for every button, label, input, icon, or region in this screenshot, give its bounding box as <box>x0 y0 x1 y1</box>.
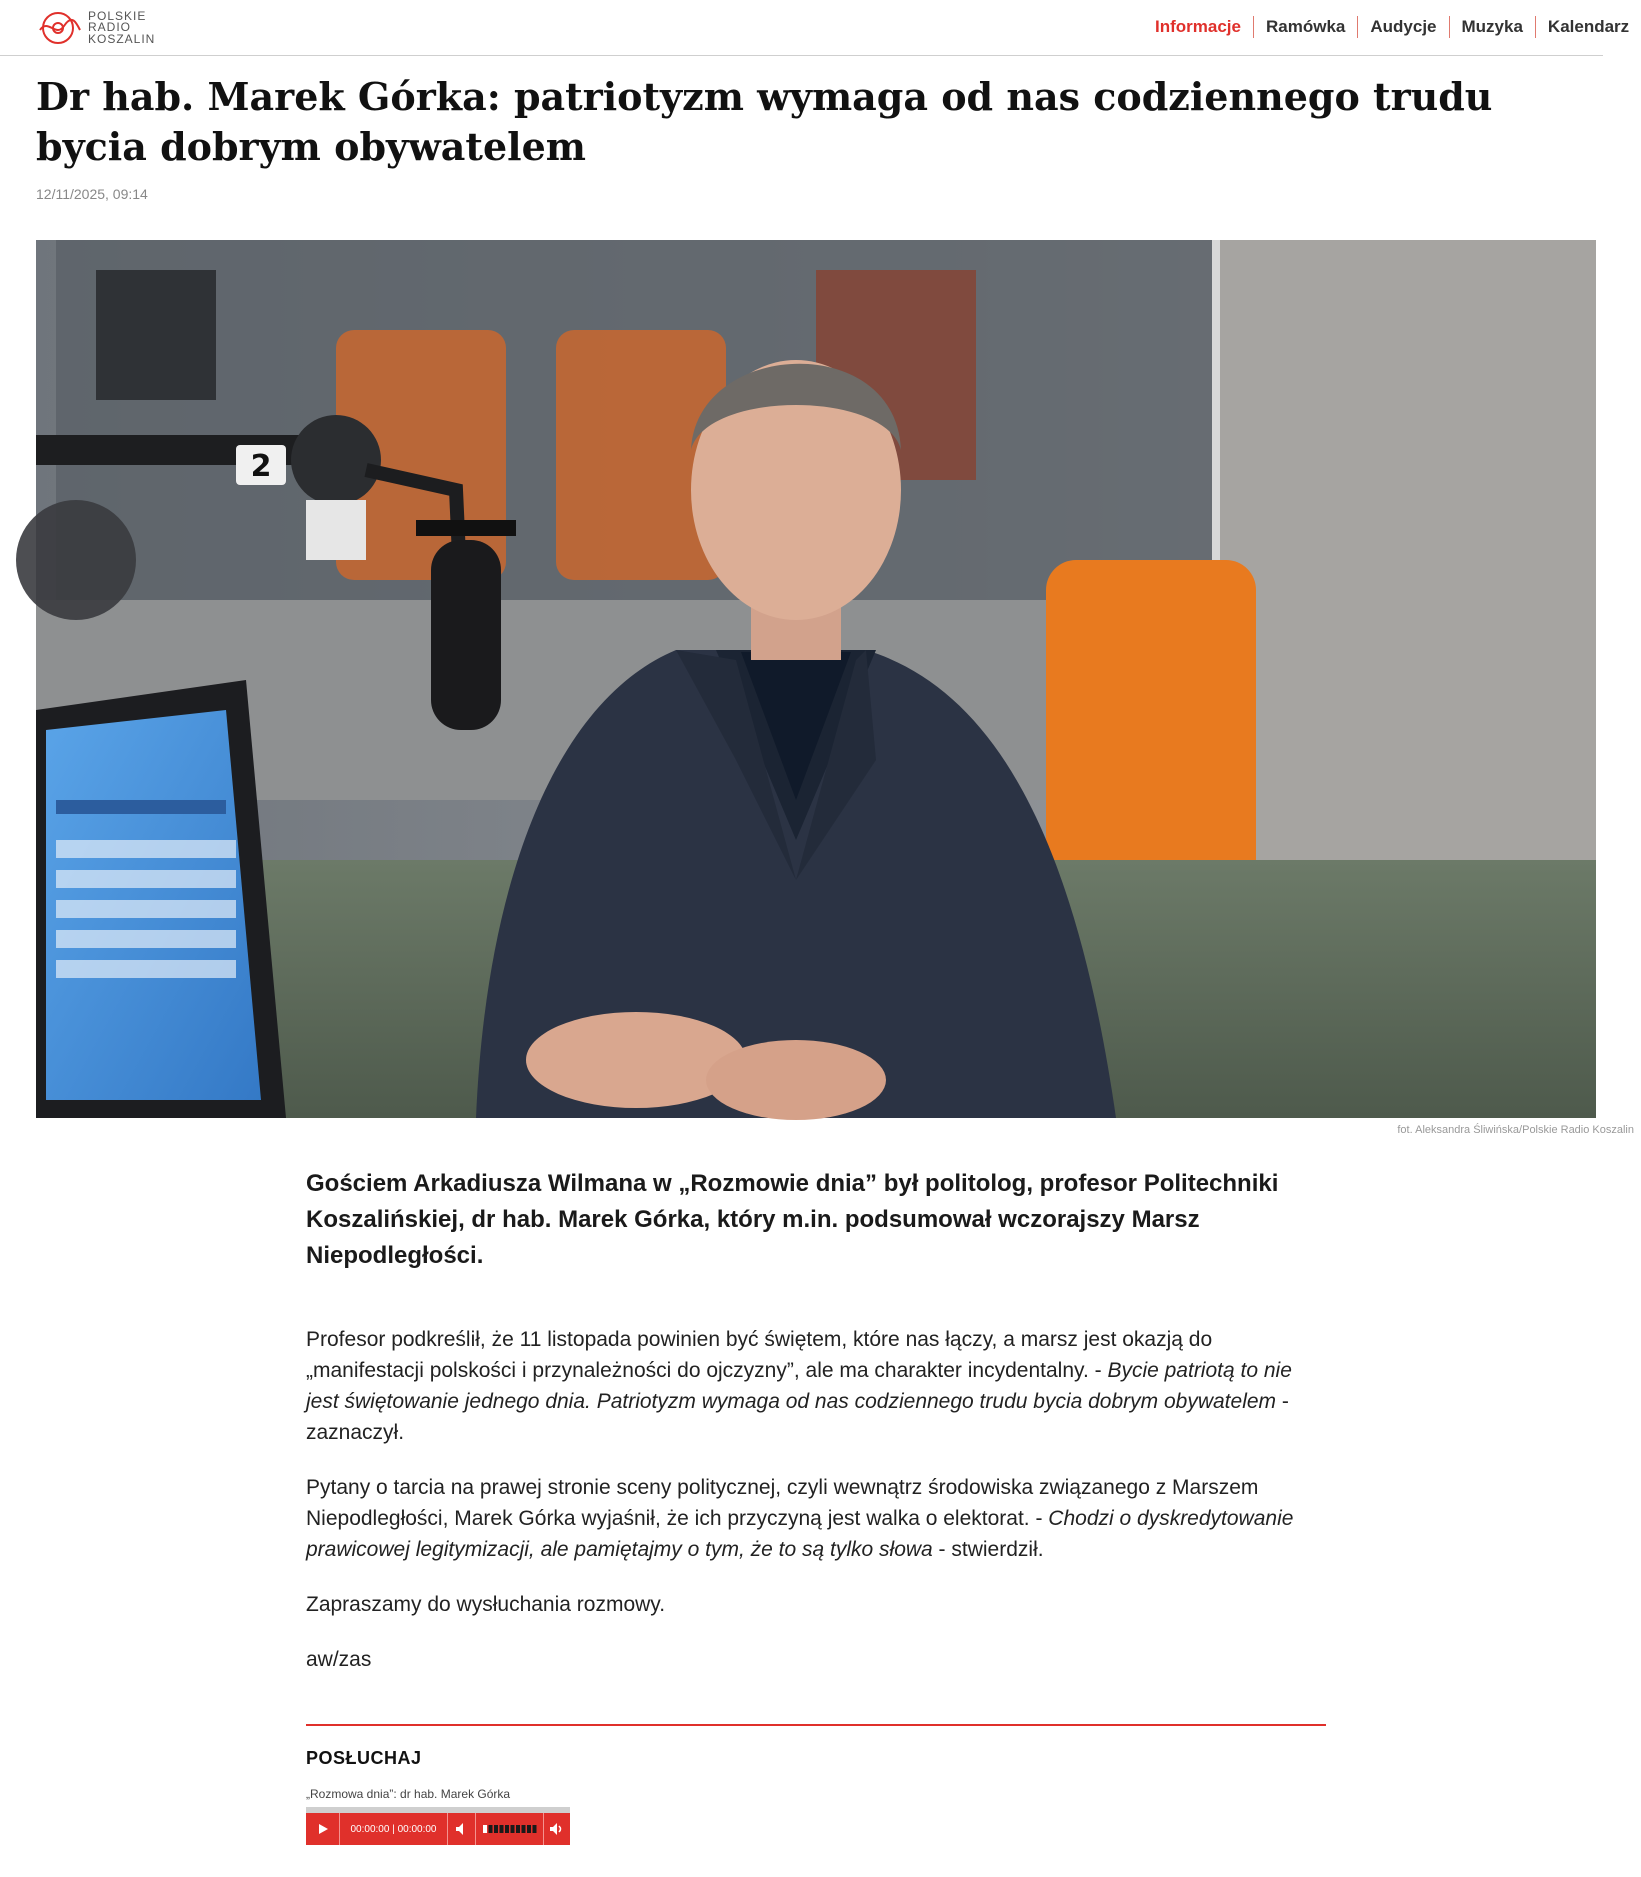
volume-segment <box>516 1825 520 1833</box>
paragraph-1-quote: Bycie patriotą to nie jest świętowanie jednego dnia. Patriotyzm wymaga od nas codziennego trudu bycia dobrym obywatelem <box>306 1359 1292 1413</box>
max-volume-button[interactable] <box>544 1813 570 1845</box>
paragraph-2-text-a: Pytany o tarcia na prawej stronie sceny politycznej, czyli wewnątrz środowiska związanego z Marszem Niepodległości, Marek Górka wyjaśnił, że ich przyczyną jest walka o elektorat. - <box>306 1476 1259 1530</box>
audio-time-display: 00:00:00 | 00:00:00 <box>340 1813 448 1845</box>
speaker-icon <box>455 1822 469 1836</box>
volume-segment <box>494 1825 498 1833</box>
volume-up-icon <box>549 1822 565 1836</box>
play-icon <box>317 1823 329 1835</box>
article-body <box>306 1324 1326 1699</box>
play-button[interactable] <box>306 1813 340 1845</box>
main-nav <box>1143 16 1630 38</box>
mic-number-label: 2 <box>250 449 272 484</box>
photo-illustration <box>36 240 1596 1118</box>
audio-player <box>306 1807 570 1845</box>
site-header <box>0 0 1630 56</box>
volume-segment <box>521 1825 525 1833</box>
nav-item-audycje[interactable]: Audycje <box>1357 16 1448 38</box>
article-title: Dr hab. Marek Górka: patriotyzm wymaga od nas codziennego trudu bycia dobrym obywatelem <box>36 74 1493 169</box>
nav-item-informacje[interactable]: Informacje <box>1155 17 1241 36</box>
listen-heading: POSŁUCHAJ <box>306 1748 422 1768</box>
mute-button[interactable] <box>448 1813 476 1845</box>
paragraph-3: Zapraszamy do wysłuchania rozmowy. <box>306 1593 666 1616</box>
volume-segment <box>532 1825 536 1833</box>
nav-item-kalendarz[interactable]: Kalendarz <box>1535 16 1641 38</box>
volume-segment <box>483 1825 487 1833</box>
photo-credit: fot. Aleksandra Śliwińska/Polskie Radio Koszalin <box>1397 1124 1634 1136</box>
volume-segment <box>499 1825 503 1833</box>
logo-text <box>88 8 156 46</box>
paragraph-1-text-a: Profesor podkreślił, że 11 listopada powinien być świętem, które nas łączy, a marsz jest okazją do „manifestacji polskości i przynależności do ojczyzny”, ale ma charakter incydentalny. - <box>306 1328 1213 1382</box>
logo-line-1: POLSKIE <box>88 8 147 23</box>
paragraph-2-quote: Chodzi o dyskredytowanie prawicowej legitymizacji, ale pamiętajmy o tym, że to są tylko słowa <box>306 1507 1294 1561</box>
logo-line-2: RADIO <box>88 20 132 35</box>
volume-bar <box>481 1822 539 1836</box>
volume-slider[interactable] <box>476 1813 544 1845</box>
volume-segment <box>488 1825 492 1833</box>
paragraph-1-text-b: - zaznaczył. <box>306 1390 1289 1444</box>
listen-section <box>306 1724 1326 1845</box>
article-lead: Gościem Arkadiusza Wilmana w „Rozmowie dnia” był politolog, profesor Politechniki Koszalińskiej, dr hab. Marek Górka, który m.in. podsumował wczorajszy Marsz Niepodległości. <box>306 1170 1279 1269</box>
nav-item-muzyka[interactable]: Muzyka <box>1449 16 1535 38</box>
radio-logo-icon <box>36 8 82 48</box>
site-logo[interactable] <box>36 8 186 48</box>
article-photo <box>36 240 1596 1118</box>
article-date: 12/11/2025, 09:14 <box>36 186 148 202</box>
volume-segment <box>527 1825 531 1833</box>
volume-segment <box>510 1825 514 1833</box>
logo-line-3: KOSZALIN <box>88 31 156 46</box>
volume-segment <box>505 1825 509 1833</box>
paragraph-2 <box>306 1472 1326 1565</box>
audio-track-title: „Rozmowa dnia”: dr hab. Marek Górka <box>306 1787 511 1801</box>
nav-item-ramowka[interactable]: Ramówka <box>1253 16 1357 38</box>
paragraph-2-text-b: - stwierdził. <box>932 1538 1044 1561</box>
paragraph-4-signature: aw/zas <box>306 1648 372 1671</box>
paragraph-1 <box>306 1324 1326 1448</box>
